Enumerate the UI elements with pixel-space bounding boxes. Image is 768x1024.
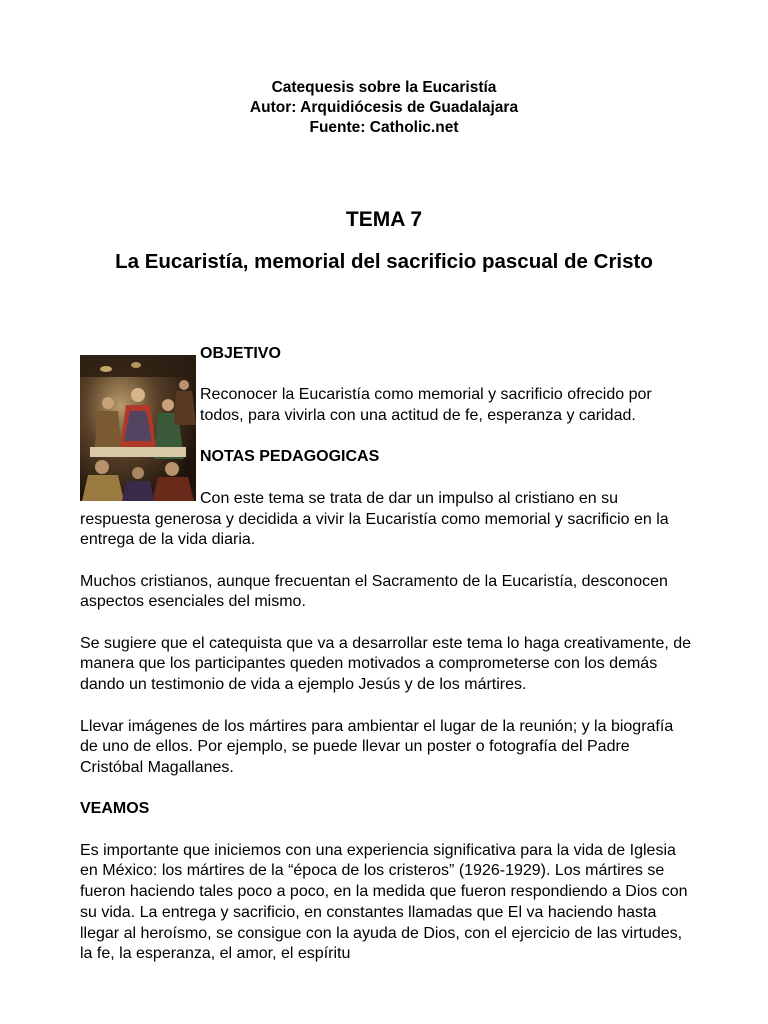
notas-pedagogicas-heading: NOTAS PEDAGOGICAS — [200, 448, 380, 466]
tema-subtitle: La Eucaristía, memorial del sacrificio pascual de Cristo — [115, 250, 653, 273]
document-body — [80, 344, 692, 986]
header-source: Fuente: Catholic.net — [309, 119, 459, 136]
objetivo-text: Reconocer la Eucaristía como memorial y sacrificio ofrecido por todos, para vivirla con una actitud de fe, esperanza y caridad. — [200, 386, 652, 425]
objetivo-heading: OBJETIVO — [200, 345, 281, 362]
painting-graphic — [80, 355, 196, 501]
notas-paragraph-1: Con este tema se trata de dar un impulso al cristiano en su respuesta generosa y decidida a vivir la Eucaristía como memorial y sacrificio en la entrega de la vida diaria. — [80, 489, 669, 549]
last-supper-painting — [80, 355, 196, 501]
veamos-heading: VEAMOS — [80, 800, 150, 818]
notas-paragraph-3: Se sugiere que el catequista que va a desarrollar este tema lo haga creativamente, de manera que los participantes queden motivados a comprometerse con los demás dando un testimonio de vida a ejemplo Jesús y de los mártires. — [80, 634, 692, 694]
notas-paragraph-4: Llevar imágenes de los mártires para ambientar el lugar de la reunión; y la biografía de uno de ellos. Por ejemplo, se puede llevar un poster o fotografía del Padre Cristóbal Magallanes. — [80, 717, 674, 776]
header-title: Catequesis sobre la Eucaristía — [271, 79, 497, 96]
header-author: Autor: Arquidiócesis de Guadalajara — [249, 99, 519, 116]
veamos-paragraph-1: Es importante que iniciemos con una experiencia significativa para la vida de Iglesia en México: los mártires de la “época de los cristeros” (1926-1929). Los mártires se fueron haciendo tales poco a poco, en la medida que fueron respondiendo a Dios con su vida. La entrega y sacrificio, en constantes llamadas que El va haciendo hasta llegar al heroísmo, se consigue con la ayuda de Dios, con el ejercicio de las virtudes, la fe, la esperanza, el amor, el espíritu — [80, 841, 688, 963]
tema-heading: TEMA 7 — [345, 208, 423, 231]
notas-paragraph-2: Muchos cristianos, aunque frecuentan el Sacramento de la Eucaristía, desconocen aspectos esenciales del mismo. — [80, 572, 668, 611]
document-header — [0, 78, 768, 138]
